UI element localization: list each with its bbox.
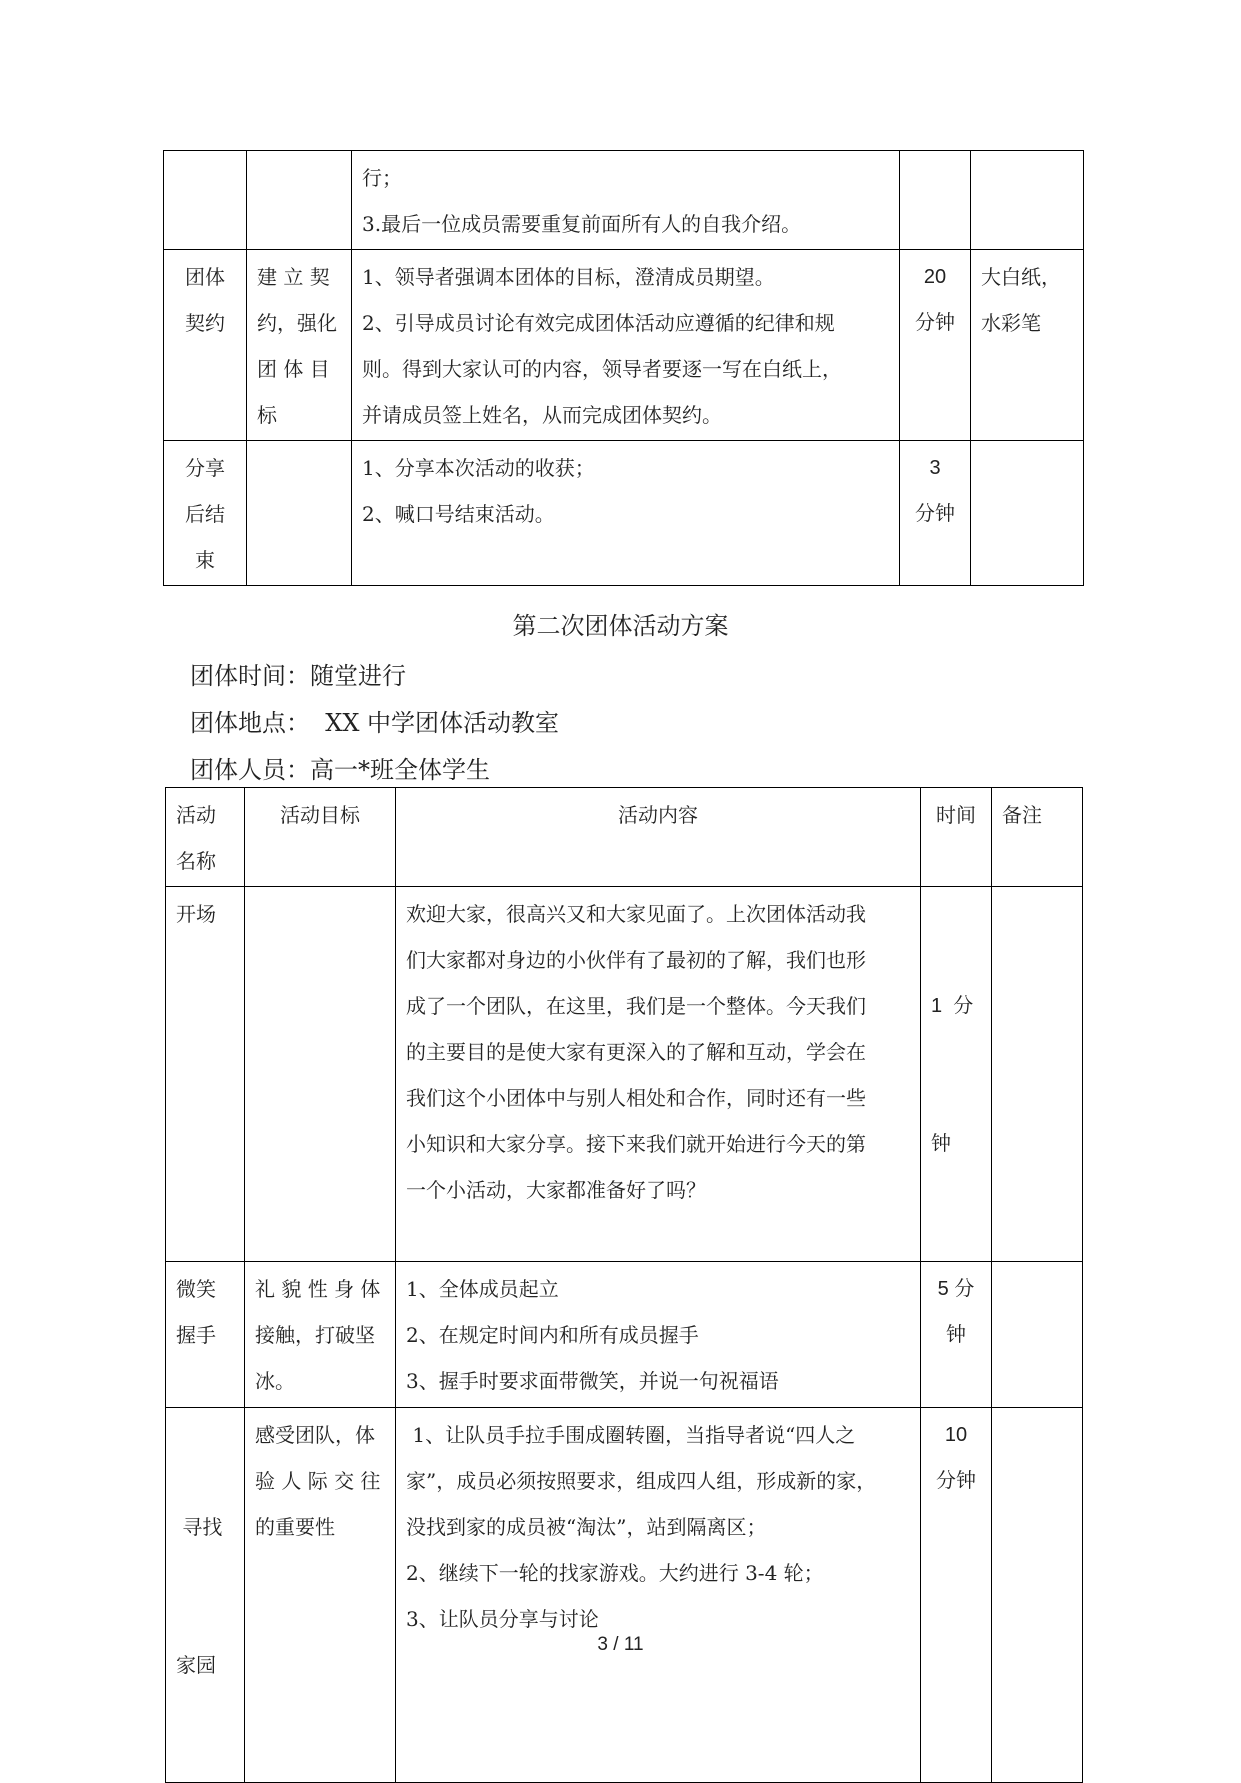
activity-content-cell: 行； 3.最后一位成员需要重复前面所有人的自我介绍。 — [352, 151, 900, 250]
activity-goal-cell: 建 立 契 约，强化 团 体 目 标 — [247, 250, 352, 441]
group-members: 团体人员：高一*班全体学生 — [190, 756, 490, 784]
group-place: 团体地点： XX 中学团体活动教室 — [190, 709, 560, 737]
activity-content-cell: 1、全体成员起立 2、在规定时间内和所有成员握手 3、握手时要求面带微笑，并说一句祝福语 — [396, 1262, 921, 1408]
activity-content-cell: 1、领导者强调本团体的目标，澄清成员期望。 2、引导成员讨论有效完成团体活动应遵循的纪律和规 则。得到大家认可的内容，领导者要逐一写在白纸上， 并请成员签上姓名，从而完成团体契约。 — [352, 250, 900, 441]
activity-time-cell: 10 分钟 — [921, 1408, 992, 1783]
table-row — [166, 1408, 1083, 1783]
page-number: 3 / 11 — [597, 1634, 644, 1655]
activity-note-cell — [992, 887, 1083, 1262]
activity-goal-cell — [247, 151, 352, 250]
table-row — [164, 441, 1084, 586]
activity-content-cell: 1、让队员手拉手围成圈转圈，当指导者说“四人之 家”，成员必须按照要求，组成四人组，形成新的家， 没找到家的成员被“淘汰”，站到隔离区； 2、继续下一轮的找家游戏。大约进行 3-4 轮； 3、让队员分享与讨论 — [396, 1408, 921, 1783]
table-row — [164, 151, 1084, 250]
activity-name-cell: 寻找 家园 — [166, 1408, 245, 1783]
header-activity-content: 活动内容 — [396, 788, 921, 887]
activity-goal-cell — [245, 887, 396, 1262]
activity-name-cell: 分享 后结 束 — [164, 441, 247, 586]
activity-table-continued — [163, 150, 1084, 586]
activity-goal-cell: 礼 貌 性 身 体 接触，打破坚 冰。 — [245, 1262, 396, 1408]
activity-note-cell — [971, 151, 1084, 250]
table-row — [164, 250, 1084, 441]
activity-goal-cell — [247, 441, 352, 586]
table-row — [166, 1262, 1083, 1408]
activity-name-cell: 开场 — [166, 887, 245, 1262]
table-row — [166, 887, 1083, 1262]
activity-goal-cell: 感受团队，体 验 人 际 交 往 的重要性 — [245, 1408, 396, 1783]
activity-content-cell: 欢迎大家，很高兴又和大家见面了。上次团体活动我 们大家都对身边的小伙伴有了最初的了解，我们也形 成了一个团队，在这里，我们是一个整体。今天我们 的主要目的是使大家有更深入的了解和互动，学会在 我们这个小团体中与别人相处和合作，同时还有一些 小知识和大家分享。接下来我们就开始进行今天的第 一个小活动，大家都准备好了吗？ — [396, 887, 921, 1262]
activity-note-cell — [992, 1262, 1083, 1408]
header-note: 备注 — [992, 788, 1083, 887]
header-activity-goal: 活动目标 — [245, 788, 396, 887]
activity-note-cell — [971, 441, 1084, 586]
activity-time-cell: 5 分 钟 — [921, 1262, 992, 1408]
section-title: 第二次团体活动方案 — [512, 612, 729, 640]
activity-time-cell: 1 分 钟 — [921, 887, 992, 1262]
activity-note-cell — [992, 1408, 1083, 1783]
activity-time-cell — [900, 151, 971, 250]
header-activity-name: 活动 名称 — [166, 788, 245, 887]
header-time: 时间 — [921, 788, 992, 887]
activity-name-cell: 团体 契约 — [164, 250, 247, 441]
activity-name-cell — [164, 151, 247, 250]
activity-note-cell: 大白纸， 水彩笔 — [971, 250, 1084, 441]
activity-time-cell: 20 分钟 — [900, 250, 971, 441]
activity-content-cell: 1、分享本次活动的收获； 2、喊口号结束活动。 — [352, 441, 900, 586]
group-time: 团体时间：随堂进行 — [190, 662, 406, 690]
table-header-row — [166, 788, 1083, 887]
activity-name-cell: 微笑 握手 — [166, 1262, 245, 1408]
activity-time-cell: 3 分钟 — [900, 441, 971, 586]
